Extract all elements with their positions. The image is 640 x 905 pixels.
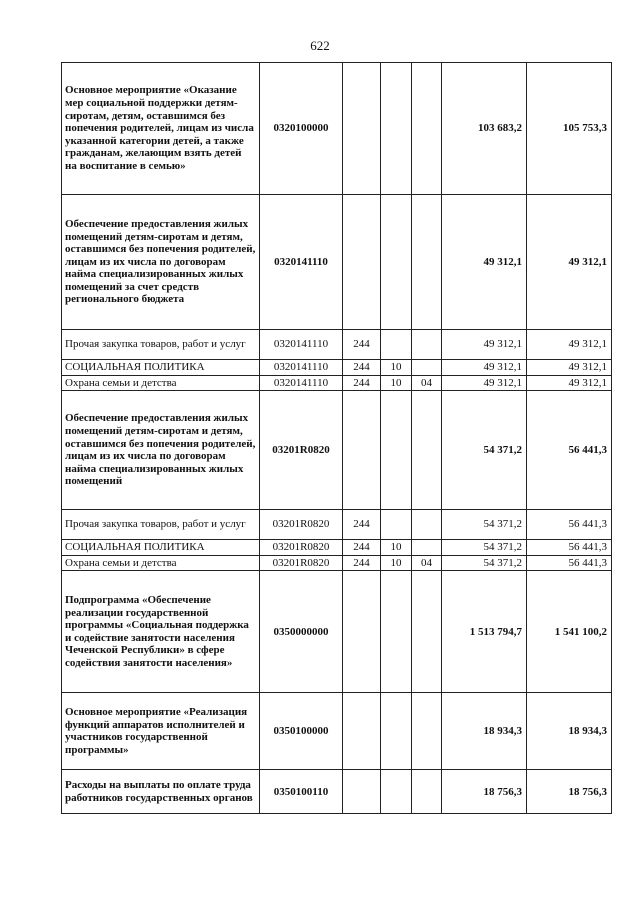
row-name: Подпрограмма «Обеспечение реализации государственной программы «Социальная поддержка и содействие занятости населения Чеченской Республики» в сфере содействия занятости населения» — [62, 571, 260, 693]
row-name: Прочая закупка товаров, работ и услуг — [62, 510, 260, 540]
row-amount-year2: 18 756,3 — [527, 770, 612, 814]
table-row — [62, 693, 612, 770]
row-expense-type — [343, 391, 381, 510]
row-amount-year2: 49 312,1 — [527, 360, 612, 376]
row-section — [381, 63, 412, 195]
row-amount-year2: 56 441,3 — [527, 540, 612, 556]
row-target-code: 0350000000 — [260, 571, 343, 693]
table-row — [62, 360, 612, 376]
row-name: СОЦИАЛЬНАЯ ПОЛИТИКА — [62, 360, 260, 376]
row-section: 10 — [381, 540, 412, 556]
row-target-code: 03201R0820 — [260, 510, 343, 540]
table-row — [62, 330, 612, 360]
table-row — [62, 510, 612, 540]
row-target-code: 03201R0820 — [260, 540, 343, 556]
row-subsection — [412, 510, 442, 540]
page-number: 622 — [310, 38, 330, 53]
row-section — [381, 770, 412, 814]
row-subsection: 04 — [412, 375, 442, 391]
row-amount-year1: 1 513 794,7 — [442, 571, 527, 693]
row-section: 10 — [381, 360, 412, 376]
budget-table — [61, 62, 612, 814]
row-section: 10 — [381, 375, 412, 391]
row-subsection — [412, 693, 442, 770]
row-target-code: 0320141110 — [260, 195, 343, 330]
row-name: Прочая закупка товаров, работ и услуг — [62, 330, 260, 360]
table-row — [62, 375, 612, 391]
row-name: Обеспечение предоставления жилых помещений детям-сиротам и детям, оставшимся без попечения родителей, лицам из их числа по договорам найма специализированных жилых помещений за счет средств регионального бюджета — [62, 195, 260, 330]
row-expense-type: 244 — [343, 540, 381, 556]
row-amount-year2: 49 312,1 — [527, 330, 612, 360]
row-subsection — [412, 360, 442, 376]
row-expense-type — [343, 770, 381, 814]
table-row — [62, 571, 612, 693]
row-amount-year2: 105 753,3 — [527, 63, 612, 195]
row-subsection: 04 — [412, 555, 442, 571]
row-section — [381, 510, 412, 540]
row-name: СОЦИАЛЬНАЯ ПОЛИТИКА — [62, 540, 260, 556]
row-amount-year2: 18 934,3 — [527, 693, 612, 770]
table-row — [62, 391, 612, 510]
row-section: 10 — [381, 555, 412, 571]
row-subsection — [412, 63, 442, 195]
row-subsection — [412, 770, 442, 814]
row-target-code: 0320141110 — [260, 330, 343, 360]
row-subsection — [412, 195, 442, 330]
row-amount-year1: 18 934,3 — [442, 693, 527, 770]
row-section — [381, 693, 412, 770]
row-amount-year1: 49 312,1 — [442, 195, 527, 330]
row-subsection — [412, 540, 442, 556]
row-target-code: 03201R0820 — [260, 391, 343, 510]
table-row — [62, 195, 612, 330]
row-name: Основное мероприятие «Реализация функций аппаратов исполнителей и участников государственной программы» — [62, 693, 260, 770]
row-target-code: 0350100000 — [260, 693, 343, 770]
row-amount-year2: 56 441,3 — [527, 555, 612, 571]
row-expense-type: 244 — [343, 330, 381, 360]
row-target-code: 0320100000 — [260, 63, 343, 195]
row-amount-year1: 54 371,2 — [442, 540, 527, 556]
row-amount-year2: 56 441,3 — [527, 510, 612, 540]
table-row — [62, 770, 612, 814]
table-row — [62, 555, 612, 571]
row-amount-year1: 54 371,2 — [442, 555, 527, 571]
row-expense-type: 244 — [343, 360, 381, 376]
table-row — [62, 63, 612, 195]
row-target-code: 03201R0820 — [260, 555, 343, 571]
row-expense-type — [343, 195, 381, 330]
row-amount-year1: 103 683,2 — [442, 63, 527, 195]
row-name: Основное мероприятие «Оказание мер социальной поддержки детям-сиротам, детям, оставшимся без попечения родителей, лицам из числа указанной категории детей, а также гражданам, желающим взять детей на воспитание в семью» — [62, 63, 260, 195]
row-target-code: 0320141110 — [260, 375, 343, 391]
row-section — [381, 391, 412, 510]
row-subsection — [412, 571, 442, 693]
row-expense-type — [343, 693, 381, 770]
row-section — [381, 195, 412, 330]
row-name: Охрана семьи и детства — [62, 555, 260, 571]
row-amount-year1: 54 371,2 — [442, 391, 527, 510]
row-amount-year1: 49 312,1 — [442, 360, 527, 376]
table-row — [62, 540, 612, 556]
row-amount-year2: 1 541 100,2 — [527, 571, 612, 693]
row-amount-year2: 49 312,1 — [527, 375, 612, 391]
row-target-code: 0350100110 — [260, 770, 343, 814]
row-subsection — [412, 391, 442, 510]
row-amount-year2: 56 441,3 — [527, 391, 612, 510]
row-name: Обеспечение предоставления жилых помещений детям-сиротам и детям, оставшимся без попечения родителей, лицам из их числа по договорам найма специализированных жилых помещений — [62, 391, 260, 510]
row-amount-year1: 49 312,1 — [442, 375, 527, 391]
row-amount-year1: 54 371,2 — [442, 510, 527, 540]
row-expense-type: 244 — [343, 555, 381, 571]
row-subsection — [412, 330, 442, 360]
row-amount-year2: 49 312,1 — [527, 195, 612, 330]
row-expense-type: 244 — [343, 375, 381, 391]
row-expense-type — [343, 571, 381, 693]
row-expense-type: 244 — [343, 510, 381, 540]
row-name: Охрана семьи и детства — [62, 375, 260, 391]
row-name: Расходы на выплаты по оплате труда работников государственных органов — [62, 770, 260, 814]
row-target-code: 0320141110 — [260, 360, 343, 376]
row-section — [381, 330, 412, 360]
row-amount-year1: 18 756,3 — [442, 770, 527, 814]
row-section — [381, 571, 412, 693]
row-expense-type — [343, 63, 381, 195]
row-amount-year1: 49 312,1 — [442, 330, 527, 360]
